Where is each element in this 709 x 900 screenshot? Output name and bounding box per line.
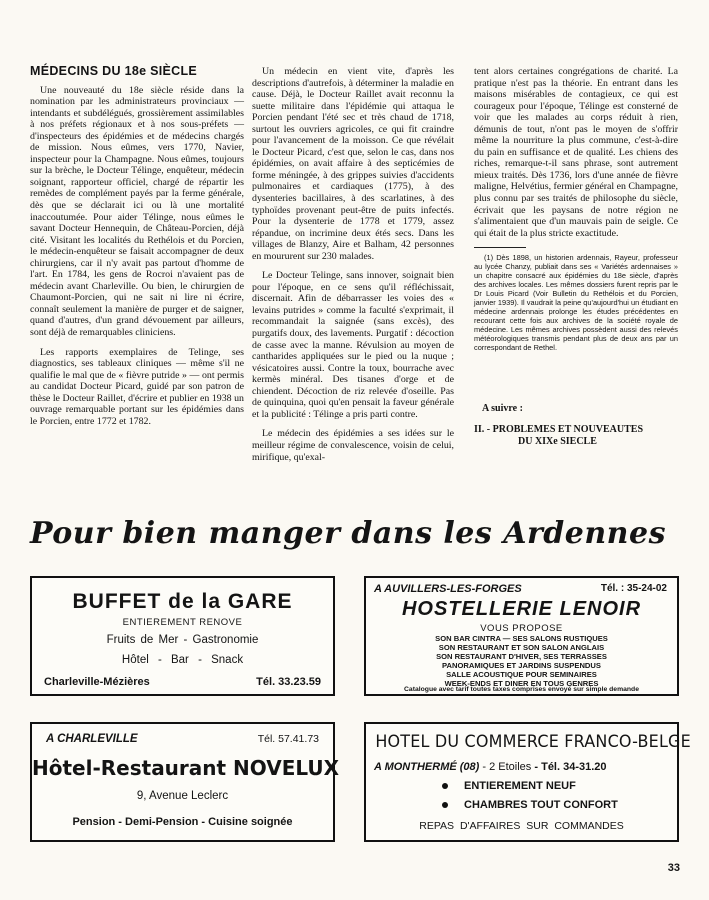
ad-bullet-line: [442, 780, 576, 792]
ad-phone: Tél. 57.41.73: [257, 733, 319, 745]
ad-hostellerie-lenoir: [364, 576, 679, 696]
article-column-1: [30, 66, 244, 435]
ad-services: Pension - Demi-Pension - Cuisine soignée: [72, 816, 293, 828]
paragraph: Le médecin des épidémies a ses idées sur le meilleur régime de convalescence, voisin de celui, mirifique, qu'exal-: [252, 428, 454, 463]
ad-bullet-text: ENTIEREMENT NEUF: [464, 780, 576, 792]
ad-line: Hôtel - Bar - Snack: [121, 654, 244, 666]
ad-footer: REPAS D'AFFAIRES SUR COMMANDES: [419, 820, 624, 832]
ad-services: [366, 634, 677, 688]
ad-subtitle: ENTIEREMENT RENOVE: [122, 617, 243, 628]
service-line: SON RESTAURANT D'HIVER, SES TERRASSES: [436, 652, 607, 661]
ad-title: HOSTELLERIE LENOIR: [401, 598, 642, 620]
service-line: PANORAMIQUES ET JARDINS SUSPENDUS: [442, 661, 601, 670]
paragraph: Les rapports exemplaires de Telinge, ses diagnostics, ses tableaux cliniques — même s'il ne qualifie le mal que de « fièvre putride » — ont permis au candidat Docteur Picard, guidé par son patron de thèse le Docteur Raillet, d'écrire et publier en 1938 un ouvrage remarquable portant sur les épidémies dans le Porcien, entre 1772 et 1782.: [30, 346, 244, 427]
ad-address: 9, Avenue Leclerc: [136, 790, 229, 802]
article-column-3: [474, 66, 678, 360]
bullet-icon: [442, 802, 448, 808]
footnote-divider: [474, 247, 526, 248]
article-column-2: [252, 66, 454, 471]
paragraph: tent alors certaines congrégations de charité. La pratique n'est pas la théorie. En entrant dans les maisons misérables de contagieux, ce qui est courageux pour l'époque, Télinge est consterné de voir que les malades au corps réduit à rien, démunis de tout, n'ont pas le moyen de s'offrir même la nourriture la plus commune, c'est-à-dire du pain en suffisance et de qualité. Les chiens des riches, remarque-t-il sans phrase, sont autrement mieux traités. Dès 1736, lors d'une année de fièvre maligne, Helvétius, fermier général en Champagne, plus connu par ses traités de philosophe du siècle, écrivait que les paysans de notre région ne s'alimentaient que d'un mauvais pain de seigle. Ce qui était de la plus stricte exactitude.: [474, 66, 679, 239]
ad-stars: - 2 Etoiles: [482, 761, 532, 773]
footnote: (1) Dès 1898, un historien ardennais, Rayeur, professeur au lycée Chanzy, publiait dans ses « Variétés ardennaises » un chapitre consacré aux épidémies du 18e siècle, d'après des archives locales. Les mêmes dossiers furent repris par le Dr Louis Picard (Voir Bulletin du Rethélois et du Porcien, janvier 1939). Il vaudrait la peine qu'aujourd'hui un étudiant en médecine ardennais prolonge les études précédentes en recourant cette fois aux archives de la société royale de médecine. Les mêmes archives possèdent aussi des relevés météorologiques transmis pendant plus de deux ans par un correspondant de Rethel.: [474, 253, 678, 353]
ads-banner-title: Pour bien manger dans les Ardennes: [30, 516, 666, 551]
ad-city: Charleville-Mézières: [44, 676, 150, 688]
paragraph: Un médecin en vient vite, d'après les descriptions d'autrefois, à déterminer la maladie en cause. Déjà, le Docteur Raillet avait reconnu la suette militaire dans l'épidémie qui attaqua le Porcien pendant l'été sec et très chaud de 1718, surtout les ouvriers agricoles, ce qui fit craindre pour l'avancement de la moisson. Ce que révélait le Docteur Picard, c'est que, selon le cas, dans nos épidémies, on avait affaire à des septicémies de forme méningée, à des grippes suivies d'accidents pulmonaires et cardiaques (1775), à des dysenteries bacillaires, à des scarlatines, à des typhoïdes provenant peut-être de puits infectés. Pour la dysenterie de 1778 et 1779, assez répandue, on incrimine deux étés secs. Dans les villages de Blanzy, Aire et Balham, 42 personnes en moururent sur 230 malades.: [252, 66, 454, 262]
ad-title: HOTEL DU COMMERCE FRANCO-BELGE: [375, 732, 691, 752]
ad-location: A CHARLEVILLE: [46, 733, 138, 745]
next-part-title-2: DU XIXe SIECLE: [518, 436, 597, 447]
ad-location: A AUVILLERS-LES-FORGES: [374, 583, 522, 595]
ad-phone: Tél. 33.23.59: [256, 676, 321, 688]
ad-bullet-line: [442, 799, 618, 811]
ad-line: Fruits de Mer - Gastronomie: [106, 634, 259, 646]
next-part-title: II. - PROBLEMES ET NOUVEAUTES: [474, 424, 644, 435]
a-suivre-label: A suivre :: [482, 403, 523, 414]
ad-catalogue: Catalogue avec tarif toutes taxes comprises envoyé sur simple demande: [404, 686, 639, 693]
article-heading: MÉDECINS DU 18e SIÈCLE: [30, 64, 198, 78]
ad-buffet-gare: [30, 576, 335, 696]
ad-title: BUFFET de la GARE: [72, 590, 293, 613]
ad-hotel-commerce: [364, 722, 691, 842]
ad-novelux: [30, 722, 340, 842]
bullet-icon: [442, 783, 448, 789]
page-number: 33: [667, 862, 680, 874]
service-line: SALLE ACOUSTIQUE POUR SEMINAIRES: [446, 670, 597, 679]
ad-phone: Tél. : 35-24-02: [600, 583, 667, 594]
ad-bullet-text: CHAMBRES TOUT CONFORT: [464, 799, 618, 811]
paragraph: Une nouveauté du 18e siècle réside dans la nomination par les administrateurs provinciaux — intendants et subdélégués, grossièrement assimilables à nos préfets régionaux et à nos sous-préfets — d'inspecteurs des épidémies et de médecins chargés de mission. Nous eûmes, vers 1770, Navier, inspecteur pour la Champagne. Nous eûmes, toujours sur la brèche, le Docteur Télinge, enquêteur, médecin soignant, rapporteur officiel, chargé de répartir les remèdes de complément payés par la ferme générale, dès que se déclarait ici ou là une mortalité inaccoutumée. Pour aider Télinge, nous eûmes le savant Docteur Hennequin, de Château-Porcien, déjà cité. Visitant les localités du Rethélois et du Porcien, le médecin-enquêteur se faisait accompagner de deux chirurgiens, car il n'y avait pas partout d'homme de l'art. En 1784, les gens de Rocroi n'avaient pas de médecin avant Charleville. Ou bien, le chirurgien de Chaumont-Porcien, qui ne sait ni lire ni écrire, connaît seulement la manière de purger et de saigner, quand d'autres, d'un grand dévouement par ailleurs, sont déjà de remarquables cliniciens.: [30, 84, 244, 339]
service-line: SON BAR CINTRA — SES SALONS RUSTIQUES: [435, 634, 608, 643]
paragraph: Le Docteur Telinge, sans innover, soignait bien pour l'époque, en ce sens qu'il réfléchissait, discernait. Afin de débarrasser les voies des « levains putrides » comme la faculté s'exprimait, il recommandait la saignée (sans excès), des purgatifs doux, des lavements. Purgatif : décoction de casse avec la manne. Révulsion au moyen de cantharides appliquées sur le pied ou la nuque ; vésicatoires aussi. Contre la toux, bourrache avec kermès minéral. Des tisanes d'orge et de chiendent. Décoction de riz relevée d'oseille. Pas de quinquina, quoi qu'en pensait la faveur générale et la publicité : Télinge a pris parti contre.: [252, 270, 454, 420]
ad-location-line: [374, 761, 607, 773]
ad-location: A MONTHERMÉ (08): [374, 761, 480, 773]
service-line: WEEK-ENDS ET DINER EN TOUS GENRES: [444, 679, 599, 688]
ad-phone: - Tél. 34-31.20: [534, 761, 607, 773]
ad-title: Hôtel-Restaurant NOVELUX: [32, 756, 340, 780]
service-line: SON RESTAURANT ET SON SALON ANGLAIS: [438, 643, 605, 652]
ad-propose: VOUS PROPOSE: [480, 623, 563, 634]
to-be-continued: [474, 403, 678, 448]
